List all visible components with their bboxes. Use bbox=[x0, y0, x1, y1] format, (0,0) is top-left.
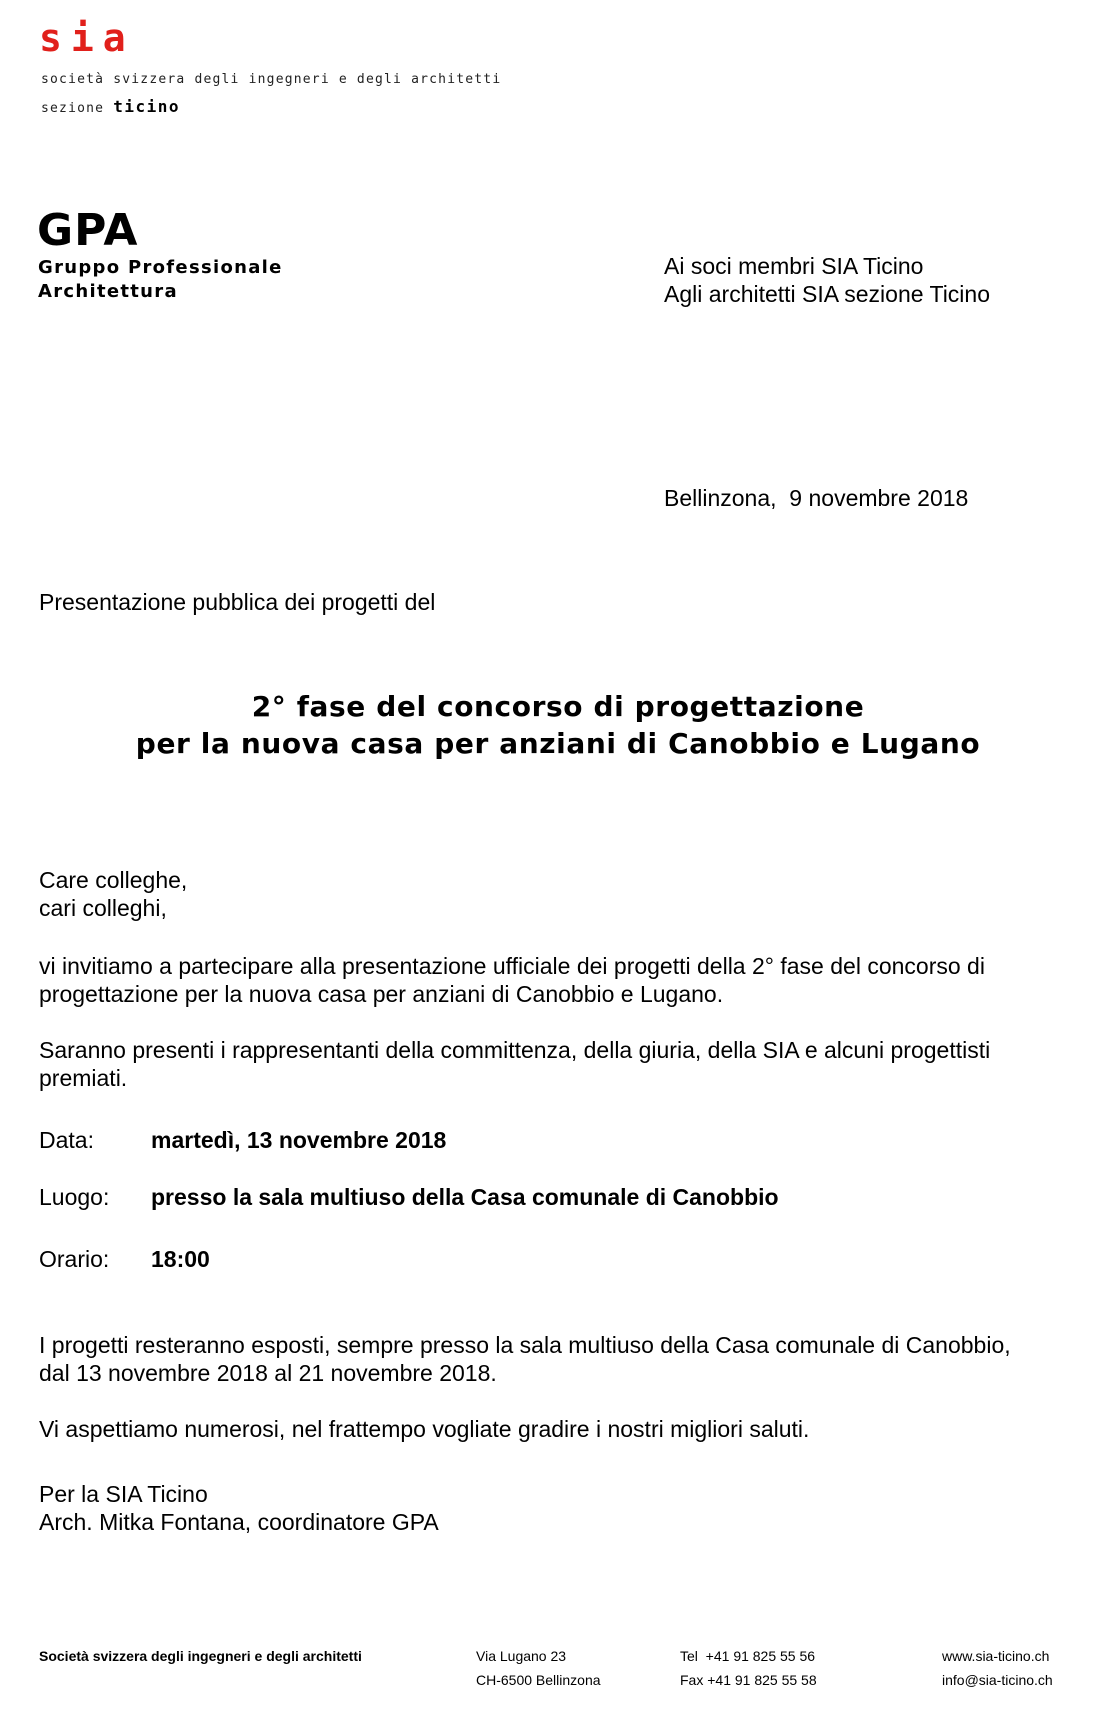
section-prefix: sezione bbox=[41, 101, 105, 116]
footer-phone bbox=[680, 1644, 817, 1692]
footer-contacts bbox=[942, 1644, 1053, 1692]
footer-tel: Tel +41 91 825 55 56 bbox=[680, 1648, 816, 1664]
detail-label-location: Luogo: bbox=[39, 1184, 110, 1210]
greeting-line: Care colleghe, bbox=[39, 867, 188, 893]
paragraph-attendees bbox=[39, 1036, 990, 1092]
recipient-line: Ai soci membri SIA Ticino bbox=[664, 253, 924, 279]
footer-fax: Fax +41 91 825 55 58 bbox=[680, 1672, 817, 1688]
headline-line2: per la nuova casa per anziani di Canobbio e Lugano bbox=[135, 727, 981, 760]
recipients bbox=[664, 252, 990, 308]
detail-label-time: Orario: bbox=[39, 1246, 110, 1272]
detail-value-date: martedì, 13 novembre 2018 bbox=[151, 1127, 447, 1153]
footer-address-line1: Via Lugano 23 bbox=[476, 1648, 567, 1664]
paragraph-closing: Vi aspettiamo numerosi, nel frattempo vogliate gradire i nostri migliori saluti. bbox=[39, 1416, 810, 1442]
sia-logo: sia bbox=[39, 16, 135, 60]
group-acronym: GPA bbox=[37, 205, 139, 256]
paragraph-line: vi invitiamo a partecipare alla presentazione ufficiale dei progetti della 2° fase del concorso di bbox=[39, 953, 985, 979]
greeting bbox=[39, 866, 187, 922]
detail-value-time: 18:00 bbox=[151, 1246, 210, 1272]
paragraph-line: dal 13 novembre 2018 al 21 novembre 2018. bbox=[39, 1360, 497, 1386]
footer-address-line2: CH-6500 Bellinzona bbox=[476, 1672, 601, 1688]
paragraph-line: I progetti resteranno esposti, sempre presso la sala multiuso della Casa comunale di Canobbio, bbox=[39, 1332, 1011, 1358]
date-place: Bellinzona, 9 novembre 2018 bbox=[664, 485, 969, 511]
recipient-line: Agli architetti SIA sezione Ticino bbox=[664, 281, 990, 307]
paragraph-exhibition bbox=[39, 1331, 1011, 1387]
paragraph-line: progettazione per la nuova casa per anziani di Canobbio e Lugano. bbox=[39, 981, 724, 1007]
paragraph-line: premiati. bbox=[39, 1065, 128, 1091]
detail-label-date: Data: bbox=[39, 1127, 94, 1153]
footer-organization: Società svizzera degli ingegneri e degli architetti bbox=[39, 1648, 362, 1664]
paragraph-invitation bbox=[39, 952, 985, 1008]
greeting-line: cari colleghi, bbox=[39, 895, 167, 921]
signature bbox=[39, 1480, 439, 1536]
sia-section bbox=[41, 97, 180, 116]
detail-value-location: presso la sala multiuso della Casa comunale di Canobbio bbox=[151, 1184, 779, 1210]
footer-email: info@sia-ticino.ch bbox=[942, 1672, 1053, 1688]
group-name bbox=[38, 256, 283, 304]
signature-line: Arch. Mitka Fontana, coordinatore GPA bbox=[39, 1509, 439, 1535]
group-name-line2: Architettura bbox=[38, 281, 178, 302]
headline bbox=[0, 688, 1116, 762]
footer-address bbox=[476, 1644, 601, 1692]
sia-tagline: società svizzera degli ingegneri e degli architetti bbox=[41, 72, 502, 87]
group-name-line1: Gruppo Professionale bbox=[38, 257, 283, 278]
paragraph-line: Saranno presenti i rappresentanti della committenza, della giuria, della SIA e alcuni progettisti bbox=[39, 1037, 991, 1063]
headline-line1: 2° fase del concorso di progettazione bbox=[251, 690, 865, 723]
section-name: ticino bbox=[113, 97, 181, 116]
footer-website: www.sia-ticino.ch bbox=[942, 1648, 1050, 1664]
signature-line: Per la SIA Ticino bbox=[39, 1481, 208, 1507]
intro-text: Presentazione pubblica dei progetti del bbox=[39, 589, 436, 615]
